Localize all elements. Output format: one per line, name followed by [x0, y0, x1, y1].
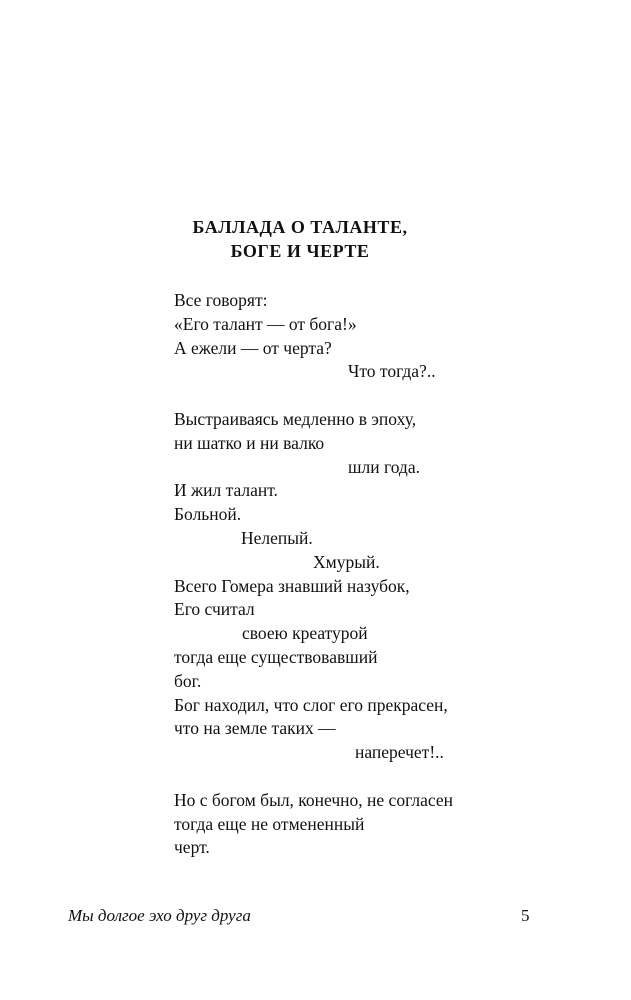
- poem-line: ни шатко и ни валко: [174, 432, 325, 453]
- poem-line: что на земле таких —: [174, 718, 336, 739]
- poem-line: Выстраиваясь медленно в эпоху,: [174, 408, 417, 429]
- page-number: 5: [521, 906, 530, 925]
- poem-line: Больной.: [174, 504, 242, 525]
- poem-title-line-2: БОГЕ И ЧЕРТЕ: [230, 241, 370, 261]
- stanza-break: [174, 384, 594, 408]
- poem-line: Что тогда?..: [348, 361, 436, 382]
- poem-line: тогда еще не отмененный: [174, 813, 365, 834]
- poem-title-line-1: БАЛЛАДА О ТАЛАНТЕ,: [192, 217, 408, 237]
- poem-line: Всего Гомера знавший назубок,: [174, 575, 410, 596]
- poem-line: И жил талант.: [174, 480, 278, 501]
- poem-line: шли года.: [348, 456, 420, 477]
- poem-line: Но с богом был, конечно, не согласен: [174, 789, 453, 810]
- poem-line: наперечет!..: [355, 742, 444, 763]
- poem-line: тогда еще существовавший: [174, 646, 378, 667]
- poem-line: Хмурый.: [313, 551, 380, 572]
- poem-line: черт.: [174, 837, 210, 858]
- poem-line: Все говорят:: [174, 290, 268, 310]
- poem-line: Его считал: [174, 599, 255, 620]
- poem-line: бог.: [174, 670, 202, 691]
- poem-line: «Его талант — от бога!»: [174, 313, 357, 334]
- poem-line: Бог находил, что слог его прекрасен,: [174, 694, 448, 715]
- running-footer-book-title: Мы долгое эхо друг друга: [68, 906, 251, 925]
- poem-line: А ежели — от черта?: [174, 337, 332, 358]
- poem-line: своею креатурой: [242, 623, 368, 644]
- poem-body: [174, 289, 594, 860]
- poem-title: [0, 215, 600, 263]
- stanza-break: [174, 765, 594, 789]
- poem-line: Нелепый.: [241, 527, 313, 548]
